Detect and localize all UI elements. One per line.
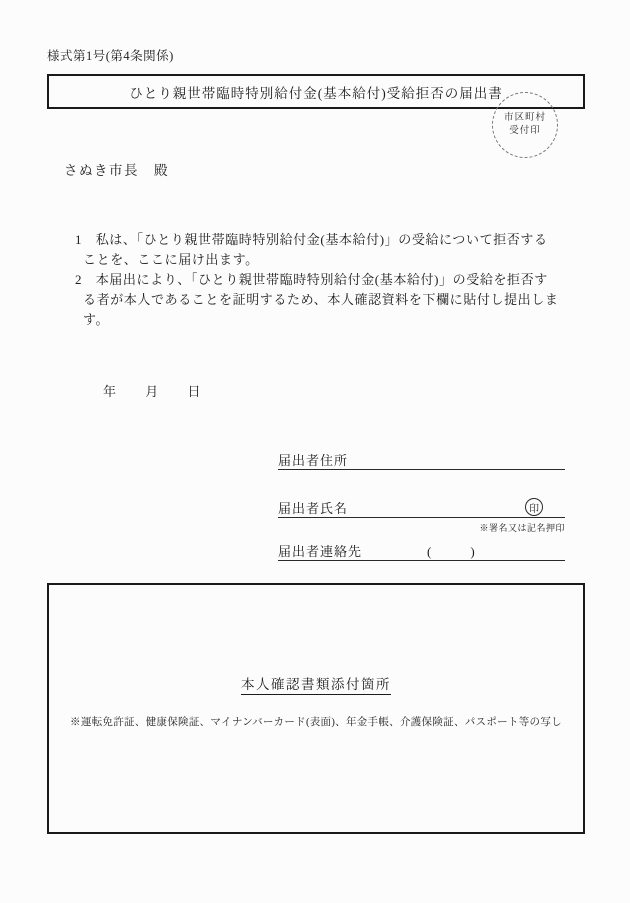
date-line — [103, 381, 201, 400]
paragraph-2-line-1: 2 本届出により、「ひとり親世帯臨時特別給付金(基本給付)」の受給を拒否す — [75, 272, 548, 287]
reception-stamp-circle — [492, 92, 558, 158]
seal-mark-char: 印 — [529, 503, 539, 515]
applicant-address-field — [278, 450, 565, 470]
date-month-label: 月 — [145, 384, 159, 399]
paragraph-1-line-2: ことを、ここに届け出ます。 — [83, 252, 259, 267]
attachment-box-heading: 本人確認書類添付箇所 — [49, 673, 583, 695]
paragraph-1-line-1: 1 私は、「ひとり親世帯臨時特別給付金(基本給付)」の受給について拒否する — [75, 232, 548, 247]
reception-stamp-line1: 市区町村 — [503, 113, 546, 123]
applicant-address-label: 届出者住所 — [278, 453, 349, 468]
contact-parentheses: ( ) — [427, 544, 475, 559]
date-day-label: 日 — [187, 384, 202, 399]
applicant-contact-label: 届出者連絡先 — [278, 544, 363, 559]
seal-mark-icon — [525, 498, 543, 516]
addressee: さぬき市長 殿 — [64, 163, 169, 178]
paragraph-2-line-3: す。 — [83, 312, 110, 327]
body-paragraphs — [75, 230, 569, 330]
form-number: 様式第1号(第4条関係) — [47, 49, 174, 63]
form-title: ひとり親世帯臨時特別給付金(基本給付)受給拒否の届出書 — [129, 85, 503, 101]
reception-stamp-line2: 受付印 — [509, 126, 541, 136]
applicant-contact-field — [278, 541, 565, 561]
seal-note: ※署名又は記名押印 — [479, 523, 565, 533]
attachment-box-note: ※運転免許証、健康保険証、マイナンバーカード(表面)、年金手帳、介護保険証、パスポート等の写し — [70, 717, 562, 728]
date-year-label: 年 — [103, 384, 117, 399]
applicant-name-label: 届出者氏名 — [278, 501, 349, 516]
applicant-name-field — [278, 498, 565, 518]
id-attachment-box — [47, 583, 585, 834]
paragraph-2-line-2: る者が本人であることを証明するため、本人確認資料を下欄に貼付し提出しま — [83, 292, 559, 307]
